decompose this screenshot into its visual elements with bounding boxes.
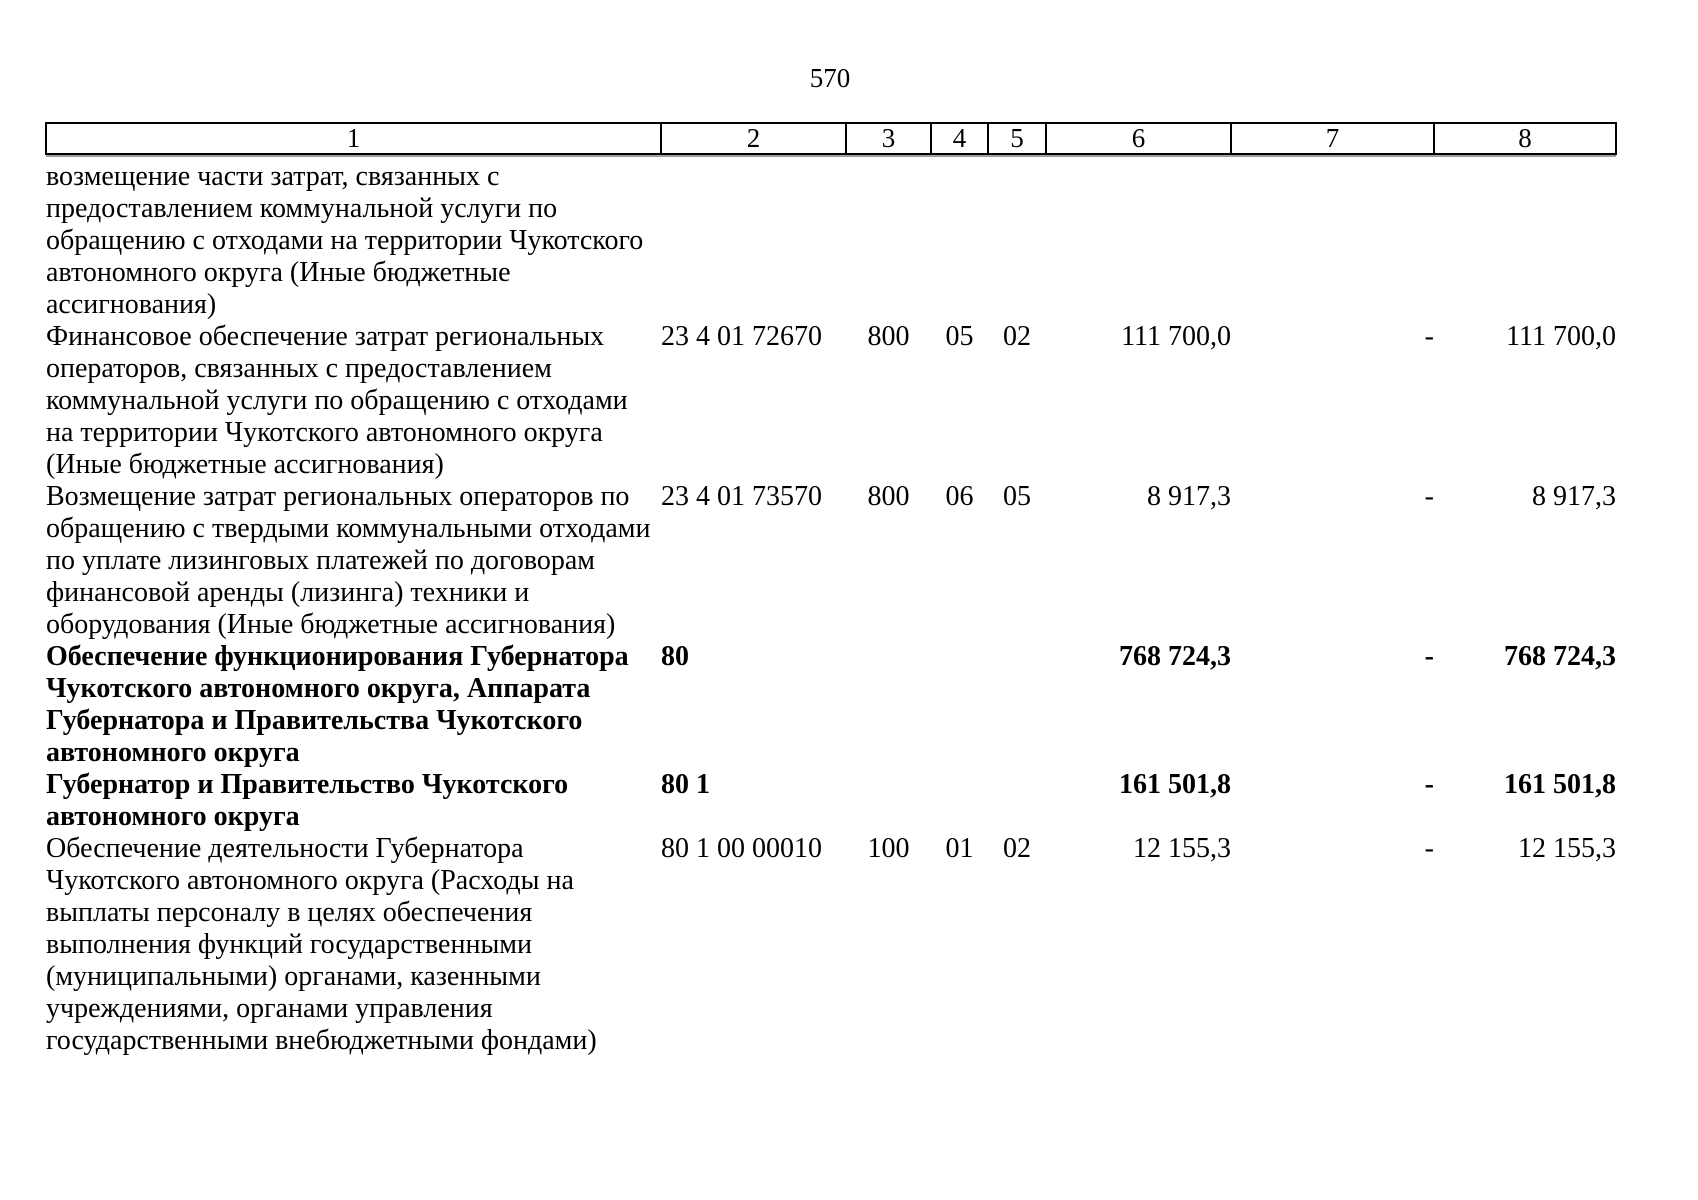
cell-subsection-code: 02 [1003, 321, 1031, 352]
cell-budget-code: 23 4 01 73570 [661, 481, 822, 512]
table-row [46, 481, 1616, 641]
cell-budget-code: 23 4 01 72670 [661, 321, 822, 352]
cell-amount-7: - [1424, 833, 1434, 864]
table-row [46, 833, 1616, 1057]
cell-amount-8: 768 724,3 [1504, 641, 1616, 672]
cell-budget-code: 80 [661, 641, 689, 672]
cell-amount-6: 111 700,0 [1121, 321, 1231, 352]
header-col-3: 3 [846, 123, 931, 154]
cell-amount-8: 8 917,3 [1532, 481, 1616, 512]
cell-subsection-code [988, 769, 1046, 833]
cell-subsection-code [988, 641, 1046, 769]
cell-expense-name: Возмещение затрат региональных операторов по обращению с твердыми коммунальными отходами по уплате лизинговых платежей по договорам финансовой аренды (лизинга) техники и оборудования (Иные бюджетные ассигнования) [46, 481, 651, 640]
cell-expense-name: Обеспечение функционирования Губернатора Чукотского автономного округа, Аппарата Губернатора и Правительства Чукотского автономного округа [46, 641, 629, 768]
cell-amount-7: - [1424, 641, 1434, 672]
cell-section-code: 05 [945, 321, 974, 352]
page-number: 570 [809, 63, 851, 93]
header-col-8: 8 [1434, 123, 1616, 154]
cell-expense-type: 800 [867, 481, 910, 512]
cell-subsection-code: 02 [1003, 833, 1031, 864]
cell-expense-name: Обеспечение деятельности Губернатора Чукотского автономного округа (Расходы на выплаты персоналу в целях обеспечения выполнения функций государственными (муниципальными) органами, казенными учреждениями, органами управления государственными внебюджетными фондами) [46, 833, 597, 1056]
header-row [46, 123, 1616, 154]
cell-expense-name: Губернатор и Правительство Чукотского автономного округа [46, 769, 569, 832]
cell-section-code [931, 154, 988, 321]
cell-expense-type [846, 154, 931, 321]
cell-expense-name: Финансовое обеспечение затрат региональных операторов, связанных с предоставлением коммунальной услуги по обращению с отходами на территории Чукотского автономного округа (Иные бюджетные ассигнования) [46, 321, 628, 480]
header-col-5: 5 [988, 123, 1046, 154]
cell-budget-code [661, 154, 846, 321]
cell-amount-6 [1046, 154, 1231, 321]
cell-budget-code: 80 1 [661, 769, 710, 800]
cell-subsection-code: 05 [1003, 481, 1031, 512]
cell-amount-6: 8 917,3 [1147, 481, 1231, 512]
cell-expense-type: 100 [867, 833, 910, 864]
cell-section-code: 01 [945, 833, 974, 864]
table-header [46, 123, 1616, 154]
cell-amount-6: 12 155,3 [1133, 833, 1231, 864]
cell-section-code [931, 769, 988, 833]
table-body [46, 154, 1616, 1057]
header-col-1: 1 [46, 123, 661, 154]
cell-amount-7: - [1424, 769, 1434, 800]
budget-table [45, 122, 1617, 1057]
cell-expense-type [846, 769, 931, 833]
cell-amount-8: 12 155,3 [1518, 833, 1616, 864]
cell-subsection-code [988, 154, 1046, 321]
cell-amount-8 [1434, 154, 1616, 321]
header-col-4: 4 [931, 123, 988, 154]
cell-amount-7 [1231, 154, 1434, 321]
cell-amount-8: 111 700,0 [1506, 321, 1616, 352]
table-row [46, 154, 1616, 321]
table-row-section [46, 769, 1616, 833]
cell-expense-type: 800 [867, 321, 910, 352]
cell-amount-6: 768 724,3 [1119, 641, 1231, 672]
cell-expense-name: возмещение части затрат, связанных с предоставлением коммунальной услуги по обращению с отходами на территории Чукотского автономного округа (Иные бюджетные ассигнования) [46, 161, 644, 320]
header-col-2: 2 [661, 123, 846, 154]
header-col-7: 7 [1231, 123, 1434, 154]
cell-amount-6: 161 501,8 [1119, 769, 1231, 800]
table-row-section [46, 641, 1616, 769]
header-col-6: 6 [1046, 123, 1231, 154]
cell-amount-7: - [1424, 321, 1434, 352]
cell-amount-8: 161 501,8 [1504, 769, 1616, 800]
cell-expense-type [846, 641, 931, 769]
cell-section-code [931, 641, 988, 769]
cell-section-code: 06 [945, 481, 974, 512]
table-row [46, 321, 1616, 481]
cell-budget-code: 80 1 00 00010 [661, 833, 822, 864]
cell-amount-7: - [1424, 481, 1434, 512]
